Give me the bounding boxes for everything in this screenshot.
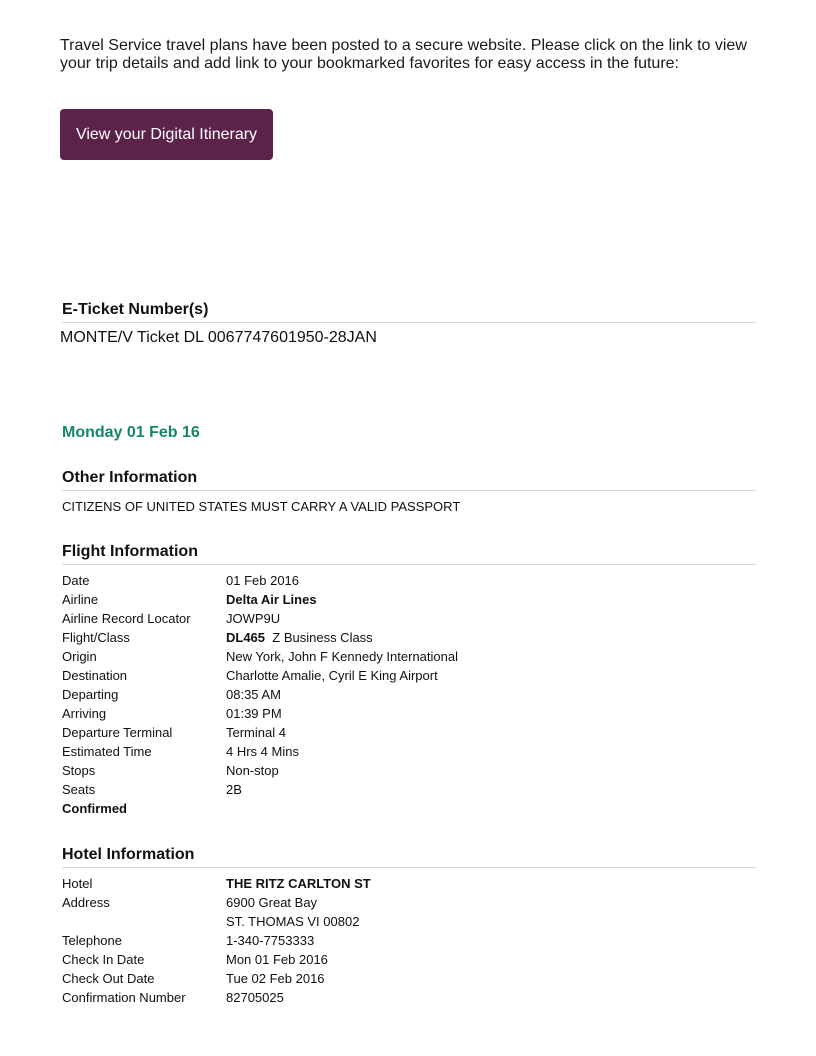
row-label: Departure Terminal [62,725,173,740]
row-label: Check In Date [62,952,145,967]
flight-row-terminal [62,723,756,742]
hotel-row-address [62,893,756,912]
hotel-row-telephone [62,931,756,950]
row-label: Flight/Class [62,630,130,645]
hotel-details [62,874,756,1007]
intro-text: Travel Service travel plans have been posted to a secure website. Please click on the link to view your trip details and add link to your bookmarked favorites for easy access in the future: [60,37,747,72]
row-label: Estimated Time [62,744,152,759]
row-value: 01 Feb 2016 [226,573,300,588]
flight-row-estimated-time [62,742,756,761]
row-label: Airline [62,592,99,607]
row-value: 2B [226,782,242,797]
row-value: 08:35 AM [226,687,281,702]
flight-row-date [62,571,756,590]
hotel-row-name [62,874,756,893]
date-heading: Monday 01 Feb 16 [62,424,200,441]
row-value: Delta Air Lines [226,592,317,607]
row-label: Origin [62,649,97,664]
flight-class: Z Business Class [272,630,373,645]
row-value: Non-stop [226,763,279,778]
row-value: New York, John F Kennedy International [226,649,458,664]
flight-number: DL465 [226,630,266,645]
row-label: Destination [62,668,128,683]
other-info-text: CITIZENS OF UNITED STATES MUST CARRY A VALID PASSPORT [62,499,461,514]
hotel-row-address-2 [62,912,756,931]
row-label: Address [62,895,110,910]
row-label: Airline Record Locator [62,611,191,626]
hotel-row-confirmation [62,988,756,1007]
view-digital-itinerary-button[interactable]: View your Digital Itinerary [60,109,273,160]
hotel-section-title: Hotel Information [62,846,756,868]
flight-row-arriving [62,704,756,723]
row-value: 82705025 [226,990,284,1005]
row-value: Terminal 4 [226,725,286,740]
row-value: 01:39 PM [226,706,282,721]
row-value: Charlotte Amalie, Cyril E King Airport [226,668,438,683]
row-value: Tue 02 Feb 2016 [226,971,325,986]
eticket-section-title: E-Ticket Number(s) [62,301,756,323]
row-value: Mon 01 Feb 2016 [226,952,328,967]
flight-row-departing [62,685,756,704]
row-label: Departing [62,687,119,702]
hotel-row-checkout [62,969,756,988]
flight-status: Confirmed [62,801,127,816]
row-label: Date [62,573,90,588]
flight-row-airline [62,590,756,609]
flight-row-seats [62,780,756,799]
hotel-row-checkin [62,950,756,969]
flight-row-origin [62,647,756,666]
row-label: Arriving [62,706,107,721]
row-value: 4 Hrs 4 Mins [226,744,299,759]
row-label: Hotel [62,876,93,891]
row-value: THE RITZ CARLTON ST [226,876,371,891]
row-value: 6900 Great Bay [226,895,318,910]
row-value: JOWP9U [226,611,281,626]
row-value: 1-340-7753333 [226,933,315,948]
row-value [226,628,373,647]
flight-section-title: Flight Information [62,543,756,565]
flight-row-flight-class [62,628,756,647]
row-label: Confirmation Number [62,990,186,1005]
row-label: Telephone [62,933,122,948]
row-label: Seats [62,782,96,797]
flight-row-stops [62,761,756,780]
other-info-section-title: Other Information [62,469,756,491]
row-value: ST. THOMAS VI 00802 [226,914,360,929]
flight-row-destination [62,666,756,685]
flight-row-status [62,799,756,818]
flight-row-locator [62,609,756,628]
flight-details [62,571,756,818]
eticket-number: MONTE/V Ticket DL 0067747601950-28JAN [60,329,377,346]
row-label: Check Out Date [62,971,155,986]
row-label: Stops [62,763,96,778]
